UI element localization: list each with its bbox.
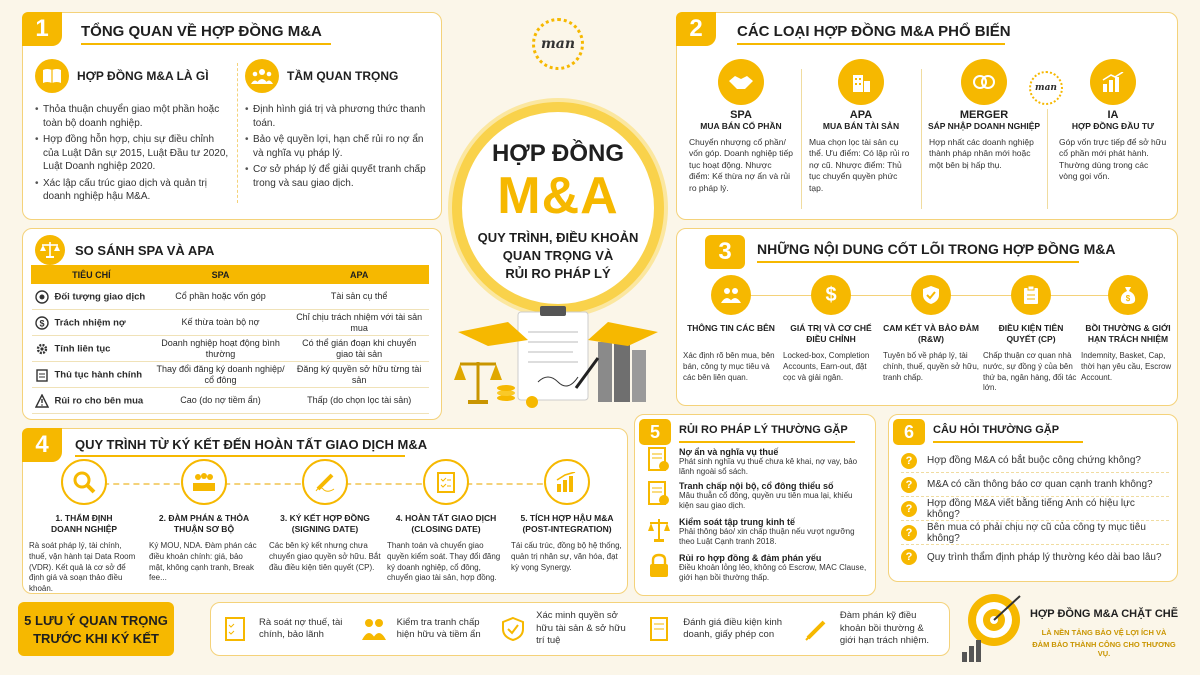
column-header: TIÊU CHÍ bbox=[32, 266, 152, 284]
step-title: 4. HOÀN TẤT GIAO DỊCH (CLOSING DATE) bbox=[395, 513, 497, 535]
apa-cell: Có thể gián đoạn khi chuyển giao tài sản bbox=[290, 336, 429, 362]
importance-title: TẦM QUAN TRỌNG bbox=[287, 69, 399, 83]
hero-subtitle-2: QUAN TRỌNG VÀ bbox=[502, 248, 614, 263]
team-icon bbox=[245, 59, 279, 93]
process-step bbox=[29, 459, 139, 595]
section-title: NHỮNG NỘI DUNG CỐT LÕI TRONG HỢP ĐỒNG M&A bbox=[757, 241, 1116, 257]
spa-cell: Thay đổi đăng ký doanh nghiệp/ cổ đông bbox=[151, 362, 290, 388]
what-is-title: HỢP ĐỒNG M&A LÀ GÌ bbox=[77, 69, 209, 83]
core-content-panel bbox=[676, 228, 1178, 406]
pen-icon bbox=[804, 616, 830, 642]
core-item-title: GIÁ TRỊ VÀ CƠ CHẾ ĐIỀU CHỈNH bbox=[790, 323, 872, 345]
building-icon bbox=[838, 59, 884, 105]
faq-question: Quy trình thẩm định pháp lý thường kéo dài bao lâu? bbox=[927, 551, 1162, 563]
process-step bbox=[149, 459, 259, 584]
hero-subtitle-1: QUY TRÌNH, ĐIỀU KHOẢN bbox=[477, 230, 639, 245]
document-icon bbox=[647, 616, 673, 642]
table-row bbox=[32, 362, 429, 388]
section-title: CÂU HỎI THƯỜNG GẶP bbox=[933, 424, 1060, 436]
process-step bbox=[269, 459, 381, 573]
core-item-desc: Xác định rõ bên mua, bên bán, công ty mục tiêu và các bên liên quan. bbox=[683, 351, 775, 382]
people-icon bbox=[361, 616, 387, 642]
card-subtitle: MUA BÁN TÀI SẢN bbox=[822, 121, 900, 131]
list-item: • Thỏa thuận chuyển giao một phần hoặc toàn bộ doanh nghiệp. bbox=[35, 103, 230, 130]
note-item bbox=[647, 616, 790, 642]
svg-text:$: $ bbox=[38, 318, 45, 328]
core-item-desc: Chấp thuận cơ quan nhà nước, sự đồng ý của bên thứ ba, ngân hàng, đối tác lớn. bbox=[983, 351, 1077, 393]
hero-subtitle-3: RỦI RO PHÁP LÝ bbox=[505, 266, 611, 281]
question-icon: ? bbox=[901, 501, 917, 517]
question-icon: ? bbox=[901, 453, 917, 469]
chart-up-icon bbox=[544, 459, 590, 505]
card-name: MERGER bbox=[959, 109, 1009, 121]
contract-card-apa bbox=[805, 59, 917, 194]
list-item: • Bảo vệ quyền lợi, hạn chế rủi ro nợ ẩn và nghĩa vụ pháp lý. bbox=[245, 133, 435, 160]
card-subtitle: HỢP ĐỒNG ĐẦU TƯ bbox=[1071, 121, 1155, 131]
core-item bbox=[783, 275, 879, 383]
question-icon: ? bbox=[901, 549, 917, 565]
faq-question: Hợp đồng M&A có bắt buộc công chứng không? bbox=[927, 455, 1141, 466]
card-name: APA bbox=[849, 109, 873, 121]
section-title: RỦI RO PHÁP LÝ THƯỜNG GẶP bbox=[679, 424, 848, 436]
step-desc: Ký MOU, NDA. Đàm phán các điều khoản chính: giá, bảo mật, không cạnh tranh, Break fee... bbox=[149, 541, 257, 583]
section-title: TỔNG QUAN VỀ HỢP ĐỒNG M&A bbox=[81, 23, 322, 40]
spa-cell: Kế thừa toàn bộ nợ bbox=[151, 310, 290, 336]
shield-check-icon bbox=[911, 275, 951, 315]
document-icon bbox=[647, 447, 671, 473]
section-number: 1 bbox=[22, 12, 62, 46]
faq-item[interactable] bbox=[901, 473, 1169, 497]
risk-item bbox=[647, 481, 869, 512]
faq-panel bbox=[888, 414, 1178, 582]
risk-desc: Mâu thuẫn cổ đông, quyền ưu tiên mua lại, khiếu kiện sau giao dịch. bbox=[679, 491, 853, 511]
risk-item bbox=[647, 553, 869, 584]
note-item bbox=[804, 610, 937, 647]
hero-title-1: HỢP ĐỒNG bbox=[491, 140, 625, 167]
core-item-title: ĐIỀU KIỆN TIÊN QUYẾT (CP) bbox=[998, 323, 1064, 345]
lock-icon bbox=[647, 553, 671, 579]
core-item-title: BỒI THƯỜNG & GIỚI HẠN TRÁCH NHIỆM bbox=[1085, 323, 1171, 345]
comparison-title: SO SÁNH SPA VÀ APA bbox=[75, 242, 215, 258]
note-item bbox=[500, 610, 633, 647]
overview-panel bbox=[22, 12, 442, 220]
card-name: IA bbox=[1107, 109, 1119, 121]
list-item: • Định hình giá trị và phương thức thanh toán. bbox=[245, 103, 435, 130]
closing-title: HỢP ĐỒNG M&A CHẶT CHẼ bbox=[1029, 608, 1179, 620]
column-header: APA bbox=[290, 266, 429, 284]
faq-item[interactable] bbox=[901, 545, 1169, 569]
core-item-desc: Indemnity, Basket, Cap, thời hạn yêu cầu, Escrow Account. bbox=[1081, 351, 1172, 382]
clipboard-icon bbox=[1011, 275, 1051, 315]
closing-line2: ĐẢM BẢO THÀNH CÔNG CHO THƯƠNG VỤ. bbox=[1032, 640, 1176, 658]
step-title: 2. ĐÀM PHÁN & THỎA THUẬN SƠ BỘ bbox=[158, 513, 250, 535]
process-step bbox=[511, 459, 623, 573]
growth-chart-icon bbox=[1090, 59, 1136, 105]
contract-card-spa bbox=[685, 59, 797, 194]
step-title: 5. TÍCH HỢP HẬU M&A (POST-INTEGRATION) bbox=[520, 513, 614, 535]
section-number: 6 bbox=[893, 419, 925, 445]
row-criterion: Thủ tục hành chính bbox=[54, 369, 143, 381]
table-row bbox=[32, 388, 429, 414]
notes-bar bbox=[210, 602, 950, 656]
step-desc: Rà soát pháp lý, tài chính, thuế, vận hành tại Data Room (VDR). Kết quả là cơ sở để định giá và soạn thảo điều khoản. bbox=[29, 541, 136, 594]
money-bag-icon bbox=[1108, 275, 1148, 315]
apa-cell: Chỉ chịu trách nhiệm với tài sản mua bbox=[290, 310, 429, 336]
step-desc: Các bên ký kết nhưng chưa chuyển giao quyền sở hữu. Bắt đầu điều kiện tiên quyết (CP). bbox=[269, 541, 381, 572]
notes-title-line1: 5 LƯU Ý QUAN TRỌNG bbox=[24, 612, 168, 628]
notes-title-box bbox=[18, 602, 174, 656]
center-hero bbox=[448, 12, 668, 412]
apa-cell: Tài sản cụ thể bbox=[290, 284, 429, 310]
step-desc: Tái cấu trúc, đồng bộ hệ thống, quản trị nhân sự, văn hóa, đạt kỳ vọng Synergy. bbox=[511, 541, 622, 572]
spa-cell: Doanh nghiệp hoạt động bình thường bbox=[151, 336, 290, 362]
section-number: 5 bbox=[639, 419, 671, 445]
section-number: 2 bbox=[676, 12, 716, 46]
dollar-icon bbox=[35, 316, 49, 330]
core-item-title: CAM KẾT VÀ BẢO ĐẢM (R&W) bbox=[883, 323, 979, 345]
note-text: Kiểm tra tranh chấp hiện hữu và tiềm ẩn bbox=[396, 616, 481, 640]
table-row bbox=[32, 284, 429, 310]
table-row bbox=[32, 310, 429, 336]
contract-card-ia bbox=[1055, 59, 1171, 183]
row-criterion: Đối tượng giao dịch bbox=[54, 291, 146, 303]
comparison-table bbox=[31, 265, 429, 414]
note-item bbox=[223, 616, 347, 642]
gear-icon bbox=[35, 342, 49, 356]
faq-question: M&A có cần thông báo cơ quan cạnh tranh không? bbox=[927, 479, 1153, 490]
list-item: • Hợp đồng hỗn hợp, chịu sự điều chỉnh của Luật Dân sự 2015, Luật Đầu tư 2020, Luật Doanh nghiệp 2020. bbox=[35, 133, 230, 174]
handshake-icon bbox=[718, 59, 764, 105]
list-item: • Cơ sở pháp lý để giải quyết tranh chấp trong và sau giao dịch. bbox=[245, 163, 435, 190]
core-item bbox=[1081, 275, 1175, 383]
card-name: SPA bbox=[730, 109, 752, 121]
core-item-desc: Locked-box, Completion Accounts, Earn-out, đặt cọc và giải ngân. bbox=[783, 351, 870, 382]
card-desc: Góp vốn trực tiếp để sở hữu cổ phần mới phát hành. Thường dùng trong các vòng gọi vốn. bbox=[1059, 137, 1167, 182]
section-title: CÁC LOẠI HỢP ĐỒNG M&A PHỔ BIẾN bbox=[737, 23, 1011, 40]
faq-item[interactable] bbox=[901, 449, 1169, 473]
row-criterion: Rủi ro cho bên mua bbox=[54, 395, 144, 407]
section-number: 3 bbox=[705, 235, 745, 269]
logo-text: man bbox=[540, 36, 576, 52]
risk-title: Kiểm soát tập trung kinh tế bbox=[679, 517, 796, 527]
scales-icon bbox=[35, 235, 65, 265]
row-criterion: Tính liên tục bbox=[54, 343, 111, 355]
risk-item bbox=[647, 447, 869, 478]
core-item-desc: Tuyên bố về pháp lý, tài chính, thuế, quyền sở hữu, tranh chấp. bbox=[883, 351, 979, 382]
checklist-icon bbox=[423, 459, 469, 505]
notes-title-line2: TRƯỚC KHI KÝ KẾT bbox=[33, 630, 159, 646]
apa-cell: Thấp (do chọn lọc tài sản) bbox=[290, 388, 429, 414]
meeting-icon bbox=[181, 459, 227, 505]
hero-title-2: M&A bbox=[497, 167, 619, 225]
faq-question: Hợp đồng M&A viết bằng tiếng Anh có hiệu lực không? bbox=[927, 497, 1135, 520]
risk-title: Tranh chấp nội bộ, cổ đông thiểu số bbox=[679, 481, 834, 491]
risk-desc: Phát sinh nghĩa vụ thuế chưa kê khai, nợ vay, bảo lãnh ngoài sổ sách. bbox=[679, 457, 858, 477]
note-text: Xác minh quyền sở hữu tài sản & sở hữu trí tuệ bbox=[536, 610, 626, 647]
column-header: SPA bbox=[151, 266, 290, 284]
card-subtitle: MUA BÁN CỔ PHẦN bbox=[700, 121, 782, 131]
section-title: QUY TRÌNH TỪ KÝ KẾT ĐẾN HOÀN TẤT GIAO DỊCH M&A bbox=[75, 437, 428, 452]
step-desc: Thanh toán và chuyển giao quyền kiểm soát. Thay đổi đăng ký doanh nghiệp, cổ đông, chuyển giao tài sản, hợp đồng. bbox=[387, 541, 501, 583]
spa-cell: Cao (do nợ tiềm ẩn) bbox=[151, 388, 290, 414]
shield-check-icon bbox=[500, 616, 526, 642]
dollar-icon: $ bbox=[811, 275, 851, 315]
risk-desc: Điều khoản lỏng lẻo, không có Escrow, MAC Clause, giới hạn bồi thường thấp. bbox=[679, 563, 867, 583]
merge-icon bbox=[961, 59, 1007, 105]
faq-question: Bên mua có phải chịu nợ cũ của công ty mục tiêu không? bbox=[927, 521, 1146, 544]
contract-types-panel bbox=[676, 12, 1178, 220]
badge-text: man bbox=[1035, 83, 1057, 93]
comparison-panel bbox=[22, 228, 442, 420]
list-item: • Xác lập cấu trúc giao dịch và quản trị doanh nghiệp hậu M&A. bbox=[35, 177, 230, 204]
core-item bbox=[983, 275, 1079, 394]
risks-panel bbox=[634, 414, 876, 596]
core-item bbox=[683, 275, 779, 383]
risk-title: Rủi ro hợp đồng & đảm phán yếu bbox=[679, 553, 822, 563]
closing-line1: LÀ NỀN TẢNG BẢO VỆ LỢI ÍCH VÀ bbox=[1041, 628, 1167, 637]
book-icon bbox=[35, 59, 69, 93]
card-desc: Chuyển nhượng cổ phần/ vốn góp. Doanh nghiệp tiếp tục hoạt động. Nhược điểm: Kế thừa nợ ẩn và rủi ro pháp lý. bbox=[689, 137, 793, 193]
card-desc: Mua chọn lọc tài sản cụ thể. Ưu điểm: Có lập rủi ro nợ cũ. Nhược điểm: Thủ tục chuyển quyền phức tạp. bbox=[809, 137, 910, 193]
pen-icon bbox=[302, 459, 348, 505]
card-desc: Hợp nhất các doanh nghiệp thành pháp nhân mới hoặc một bên bị hấp thụ. bbox=[929, 137, 1034, 170]
step-title: 1. THẨM ĐỊNH DOANH NGHIỆP bbox=[50, 513, 118, 535]
note-text: Đánh giá điều kiện kinh doanh, giấy phép con bbox=[683, 616, 783, 640]
deal-illustration bbox=[448, 302, 668, 412]
section-number: 4 bbox=[22, 428, 62, 462]
note-item bbox=[361, 616, 487, 642]
risk-desc: Phải thông báo/ xin chấp thuận nếu vượt ngưỡng theo Luật Cạnh tranh 2018. bbox=[679, 527, 855, 547]
importance-list bbox=[245, 103, 435, 190]
risk-item bbox=[647, 517, 869, 548]
step-title: 3. KÝ KẾT HỢP ĐỒNG (SIGNING DATE) bbox=[280, 513, 370, 535]
target-icon bbox=[35, 290, 49, 304]
faq-item[interactable] bbox=[901, 521, 1169, 545]
note-text: Đàm phán kỹ điều khoản bồi thường & giới hạn trách nhiệm. bbox=[839, 610, 930, 647]
question-icon: ? bbox=[901, 477, 917, 493]
contract-card-merger bbox=[925, 59, 1043, 171]
core-item-title: THÔNG TIN CÁC BÊN bbox=[687, 323, 775, 333]
what-is-list bbox=[35, 103, 230, 204]
people-icon bbox=[711, 275, 751, 315]
svg-text:$: $ bbox=[1125, 294, 1131, 303]
alert-icon bbox=[35, 394, 49, 408]
checklist-icon bbox=[223, 616, 249, 642]
scales-icon bbox=[647, 517, 671, 543]
card-subtitle: SÁP NHẬP DOANH NGHIỆP bbox=[927, 121, 1041, 131]
table-row bbox=[32, 336, 429, 362]
apa-cell: Đăng ký quyền sở hữu từng tài sản bbox=[290, 362, 429, 388]
spa-cell: Cổ phần hoặc vốn góp bbox=[151, 284, 290, 310]
faq-item[interactable] bbox=[901, 497, 1169, 521]
logo bbox=[532, 18, 584, 70]
document-icon bbox=[647, 481, 671, 507]
process-panel bbox=[22, 428, 628, 594]
clipboard-icon bbox=[35, 368, 49, 382]
row-criterion: Trách nhiệm nợ bbox=[54, 317, 126, 329]
magnifier-icon bbox=[61, 459, 107, 505]
core-item bbox=[883, 275, 979, 383]
target-icon bbox=[958, 590, 1030, 666]
risk-title: Nợ ẩn và nghĩa vụ thuế bbox=[679, 447, 779, 457]
note-text: Rà soát nợ thuế, tài chính, bảo lãnh bbox=[259, 616, 343, 640]
process-step bbox=[387, 459, 505, 584]
question-icon: ? bbox=[901, 525, 917, 541]
closing-banner bbox=[958, 590, 1180, 668]
